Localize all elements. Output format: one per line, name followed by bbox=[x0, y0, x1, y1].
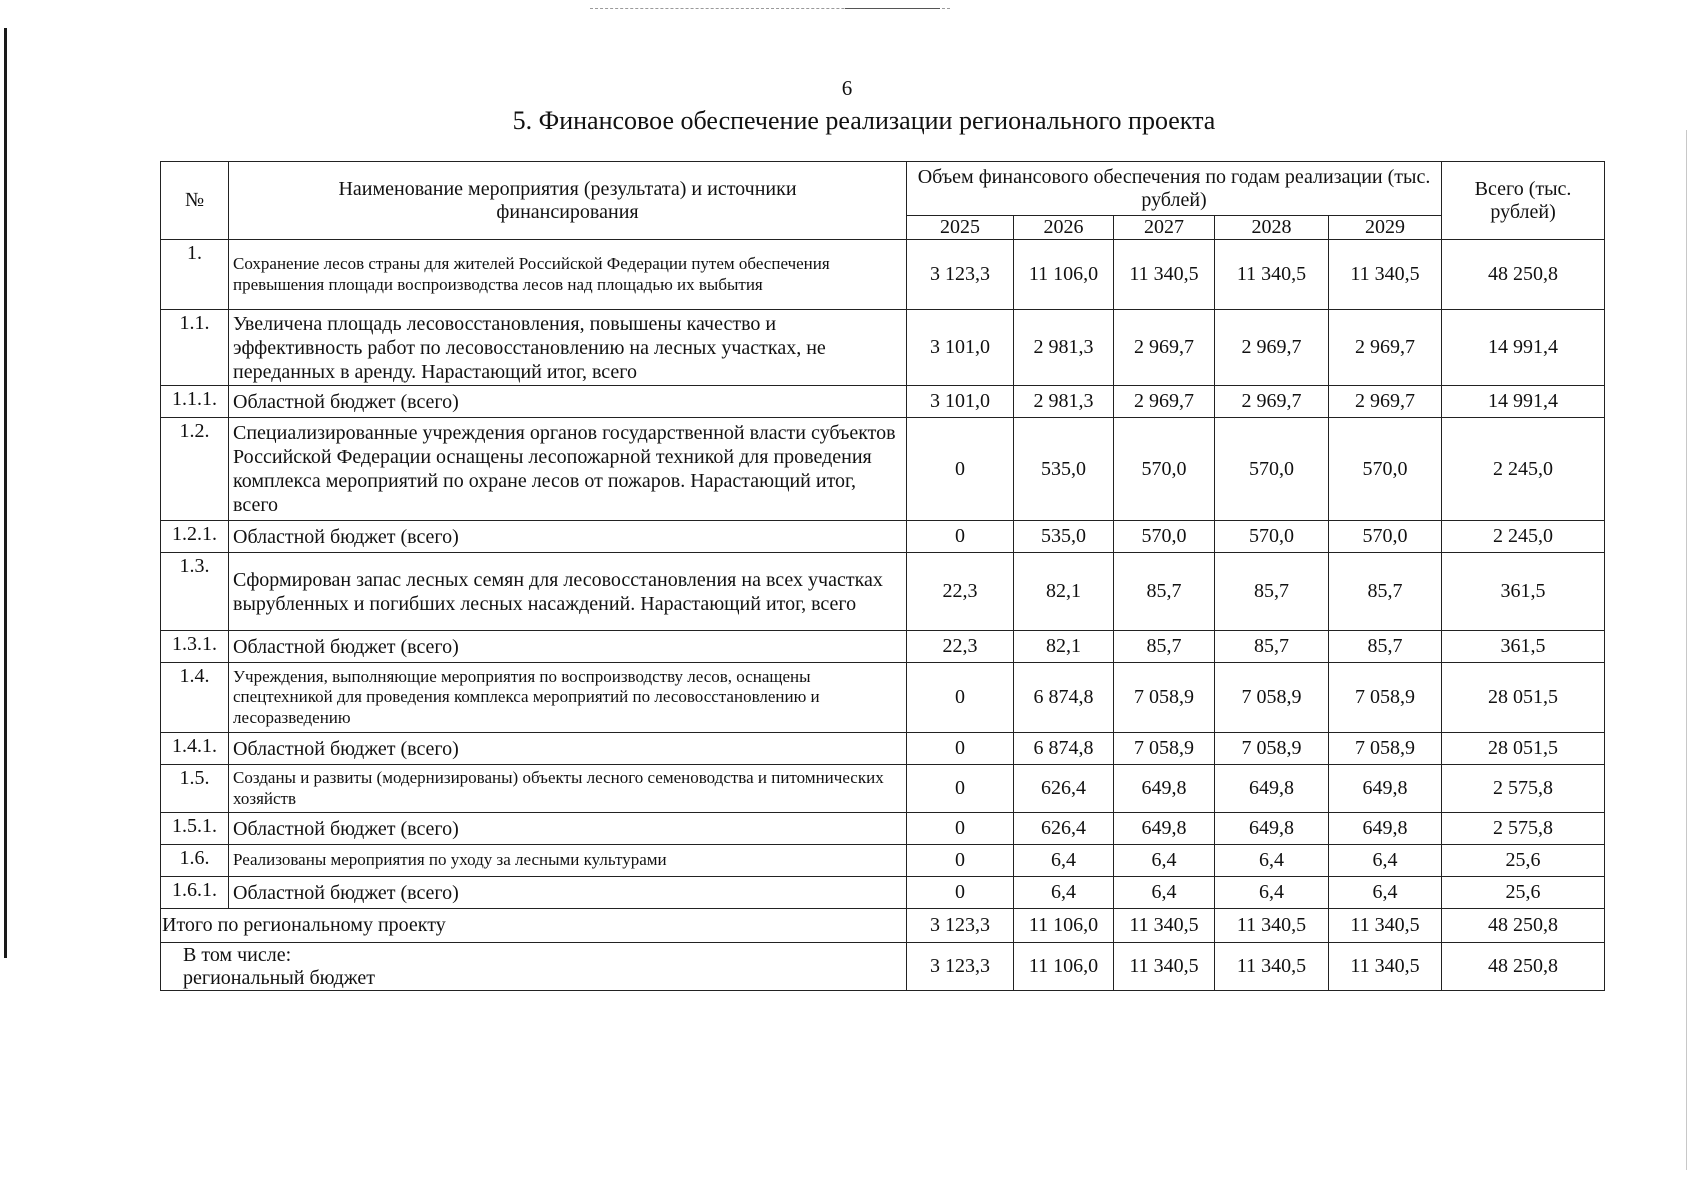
year-value: 6,4 bbox=[1114, 845, 1215, 877]
table-row bbox=[161, 765, 1605, 813]
table-row bbox=[161, 877, 1605, 909]
row-total: 28 051,5 bbox=[1442, 733, 1605, 765]
year-value: 535,0 bbox=[1014, 418, 1114, 521]
row-total: 2 245,0 bbox=[1442, 521, 1605, 553]
row-total: 2 245,0 bbox=[1442, 418, 1605, 521]
year-value: 82,1 bbox=[1014, 631, 1114, 663]
year-value: 82,1 bbox=[1014, 553, 1114, 631]
year-value: 570,0 bbox=[1114, 521, 1215, 553]
including-total: 48 250,8 bbox=[1442, 943, 1605, 991]
summary-total-row bbox=[161, 909, 1605, 943]
summary-year-value: 11 106,0 bbox=[1014, 909, 1114, 943]
year-value: 2 969,7 bbox=[1215, 386, 1329, 418]
header-activity-name: Наименование мероприятия (результата) и источники финансирования bbox=[229, 162, 907, 240]
including-year-value: 11 340,5 bbox=[1215, 943, 1329, 991]
year-value: 0 bbox=[907, 521, 1014, 553]
year-value: 6 874,8 bbox=[1014, 733, 1114, 765]
table-row bbox=[161, 663, 1605, 733]
year-value: 7 058,9 bbox=[1329, 663, 1442, 733]
year-value: 570,0 bbox=[1329, 521, 1442, 553]
year-value: 2 969,7 bbox=[1114, 386, 1215, 418]
year-value: 649,8 bbox=[1114, 813, 1215, 845]
including-label-line2: региональный бюджет bbox=[183, 966, 375, 989]
year-value: 2 981,3 bbox=[1014, 386, 1114, 418]
activity-name: Областной бюджет (всего) bbox=[229, 733, 907, 765]
page-edge-line bbox=[1686, 130, 1687, 1170]
activity-name: Областной бюджет (всего) bbox=[229, 521, 907, 553]
row-number: 1.4. bbox=[161, 663, 229, 733]
binding-edge-line bbox=[4, 28, 7, 958]
row-number: 1.5. bbox=[161, 765, 229, 813]
year-value: 2 969,7 bbox=[1329, 310, 1442, 386]
row-number: 1.6. bbox=[161, 845, 229, 877]
including-label-line1: В том числе: bbox=[183, 943, 292, 966]
year-value: 649,8 bbox=[1215, 813, 1329, 845]
scan-artifact-line bbox=[845, 8, 940, 9]
summary-grand-total: 48 250,8 bbox=[1442, 909, 1605, 943]
row-number: 1.1. bbox=[161, 310, 229, 386]
table-row bbox=[161, 310, 1605, 386]
table-row bbox=[161, 240, 1605, 310]
activity-name: Областной бюджет (всего) bbox=[229, 813, 907, 845]
year-value: 3 101,0 bbox=[907, 386, 1014, 418]
row-total: 2 575,8 bbox=[1442, 813, 1605, 845]
year-value: 22,3 bbox=[907, 631, 1014, 663]
year-value: 6,4 bbox=[1215, 877, 1329, 909]
year-value: 6,4 bbox=[1014, 877, 1114, 909]
year-value: 0 bbox=[907, 765, 1014, 813]
year-value: 649,8 bbox=[1215, 765, 1329, 813]
year-value: 570,0 bbox=[1215, 521, 1329, 553]
year-value: 85,7 bbox=[1329, 553, 1442, 631]
year-value: 570,0 bbox=[1329, 418, 1442, 521]
row-total: 25,6 bbox=[1442, 845, 1605, 877]
row-number: 1.3.1. bbox=[161, 631, 229, 663]
year-value: 11 340,5 bbox=[1329, 240, 1442, 310]
financing-table bbox=[160, 161, 1605, 991]
row-total: 28 051,5 bbox=[1442, 663, 1605, 733]
activity-name: Увеличена площадь лесовосстановления, повышены качество и эффективность работ по лесовосстановлению на лесных участках, не переданных в аренду. Нарастающий итог, всего bbox=[229, 310, 907, 386]
row-number: 1.2. bbox=[161, 418, 229, 521]
year-value: 22,3 bbox=[907, 553, 1014, 631]
year-value: 570,0 bbox=[1215, 418, 1329, 521]
row-number: 1.6.1. bbox=[161, 877, 229, 909]
header-year: 2026 bbox=[1014, 216, 1114, 240]
year-value: 0 bbox=[907, 418, 1014, 521]
row-total: 361,5 bbox=[1442, 553, 1605, 631]
year-value: 649,8 bbox=[1329, 765, 1442, 813]
table-row bbox=[161, 733, 1605, 765]
summary-year-value: 11 340,5 bbox=[1114, 909, 1215, 943]
year-value: 7 058,9 bbox=[1329, 733, 1442, 765]
year-value: 6,4 bbox=[1329, 845, 1442, 877]
year-value: 2 969,7 bbox=[1114, 310, 1215, 386]
year-value: 0 bbox=[907, 663, 1014, 733]
activity-name: Учреждения, выполняющие мероприятия по воспроизводству лесов, оснащены спецтехникой для проведения комплекса мероприятий по лесовосстановлению и лесоразведению bbox=[229, 663, 907, 733]
year-value: 85,7 bbox=[1215, 553, 1329, 631]
year-value: 7 058,9 bbox=[1114, 663, 1215, 733]
table-row bbox=[161, 553, 1605, 631]
header-number: № bbox=[161, 162, 229, 240]
year-value: 2 969,7 bbox=[1329, 386, 1442, 418]
table-row bbox=[161, 418, 1605, 521]
year-value: 85,7 bbox=[1215, 631, 1329, 663]
year-value: 0 bbox=[907, 813, 1014, 845]
year-value: 6,4 bbox=[1014, 845, 1114, 877]
year-value: 570,0 bbox=[1114, 418, 1215, 521]
year-value: 3 101,0 bbox=[907, 310, 1014, 386]
activity-name: Специализированные учреждения органов государственной власти субъектов Российской Федерации оснащены лесопожарной техникой для проведения комплекса мероприятий по охране лесов от пожаров. Нарастающий итог, всего bbox=[229, 418, 907, 521]
year-value: 2 981,3 bbox=[1014, 310, 1114, 386]
year-value: 2 969,7 bbox=[1215, 310, 1329, 386]
summary-year-value: 11 340,5 bbox=[1215, 909, 1329, 943]
header-financing-volume: Объем финансового обеспечения по годам реализации (тыс. рублей) bbox=[907, 162, 1442, 216]
header-year: 2029 bbox=[1329, 216, 1442, 240]
year-value: 6,4 bbox=[1329, 877, 1442, 909]
year-value: 6,4 bbox=[1215, 845, 1329, 877]
year-value: 649,8 bbox=[1114, 765, 1215, 813]
year-value: 7 058,9 bbox=[1215, 733, 1329, 765]
table-row bbox=[161, 386, 1605, 418]
year-value: 85,7 bbox=[1114, 553, 1215, 631]
summary-total-label: Итого по региональному проекту bbox=[161, 909, 907, 943]
row-number: 1.2.1. bbox=[161, 521, 229, 553]
row-total: 14 991,4 bbox=[1442, 310, 1605, 386]
activity-name: Сформирован запас лесных семян для лесовосстановления на всех участках вырубленных и погибших лесных насаждений. Нарастающий итог, всего bbox=[229, 553, 907, 631]
year-value: 6,4 bbox=[1114, 877, 1215, 909]
including-year-value: 11 106,0 bbox=[1014, 943, 1114, 991]
year-value: 7 058,9 bbox=[1114, 733, 1215, 765]
including-year-value: 11 340,5 bbox=[1114, 943, 1215, 991]
row-number: 1.5.1. bbox=[161, 813, 229, 845]
summary-including-row bbox=[161, 943, 1605, 991]
activity-name: Областной бюджет (всего) bbox=[229, 631, 907, 663]
row-total: 48 250,8 bbox=[1442, 240, 1605, 310]
row-number: 1. bbox=[161, 240, 229, 310]
year-value: 0 bbox=[907, 845, 1014, 877]
year-value: 3 123,3 bbox=[907, 240, 1014, 310]
summary-year-value: 3 123,3 bbox=[907, 909, 1014, 943]
table-row bbox=[161, 631, 1605, 663]
row-number: 1.4.1. bbox=[161, 733, 229, 765]
page-number: 6 bbox=[841, 76, 853, 100]
year-value: 0 bbox=[907, 877, 1014, 909]
year-value: 626,4 bbox=[1014, 813, 1114, 845]
header-year: 2028 bbox=[1215, 216, 1329, 240]
activity-name: Реализованы мероприятия по уходу за лесными культурами bbox=[229, 845, 907, 877]
section-title: 5. Финансовое обеспечение реализации регионального проекта bbox=[512, 106, 1216, 135]
header-total: Всего (тыс. рублей) bbox=[1442, 162, 1605, 240]
activity-name: Областной бюджет (всего) bbox=[229, 877, 907, 909]
row-total: 361,5 bbox=[1442, 631, 1605, 663]
activity-name: Созданы и развиты (модернизированы) объекты лесного семеноводства и питомнических хозяйств bbox=[229, 765, 907, 813]
activity-name: Областной бюджет (всего) bbox=[229, 386, 907, 418]
activity-name: Сохранение лесов страны для жителей Российской Федерации путем обеспечения превышения площади воспроизводства лесов над площадью их выбытия bbox=[229, 240, 907, 310]
table-row bbox=[161, 845, 1605, 877]
year-value: 85,7 bbox=[1114, 631, 1215, 663]
header-year: 2025 bbox=[907, 216, 1014, 240]
row-total: 14 991,4 bbox=[1442, 386, 1605, 418]
row-number: 1.3. bbox=[161, 553, 229, 631]
row-total: 25,6 bbox=[1442, 877, 1605, 909]
year-value: 0 bbox=[907, 733, 1014, 765]
year-value: 11 340,5 bbox=[1114, 240, 1215, 310]
year-value: 85,7 bbox=[1329, 631, 1442, 663]
row-total: 2 575,8 bbox=[1442, 765, 1605, 813]
year-value: 11 340,5 bbox=[1215, 240, 1329, 310]
including-year-value: 11 340,5 bbox=[1329, 943, 1442, 991]
including-label bbox=[161, 943, 907, 991]
including-year-value: 3 123,3 bbox=[907, 943, 1014, 991]
year-value: 535,0 bbox=[1014, 521, 1114, 553]
row-number: 1.1.1. bbox=[161, 386, 229, 418]
year-value: 11 106,0 bbox=[1014, 240, 1114, 310]
header-year: 2027 bbox=[1114, 216, 1215, 240]
year-value: 649,8 bbox=[1329, 813, 1442, 845]
year-value: 7 058,9 bbox=[1215, 663, 1329, 733]
summary-year-value: 11 340,5 bbox=[1329, 909, 1442, 943]
table-row bbox=[161, 521, 1605, 553]
year-value: 6 874,8 bbox=[1014, 663, 1114, 733]
table-body bbox=[161, 240, 1605, 991]
table-row bbox=[161, 813, 1605, 845]
year-value: 626,4 bbox=[1014, 765, 1114, 813]
